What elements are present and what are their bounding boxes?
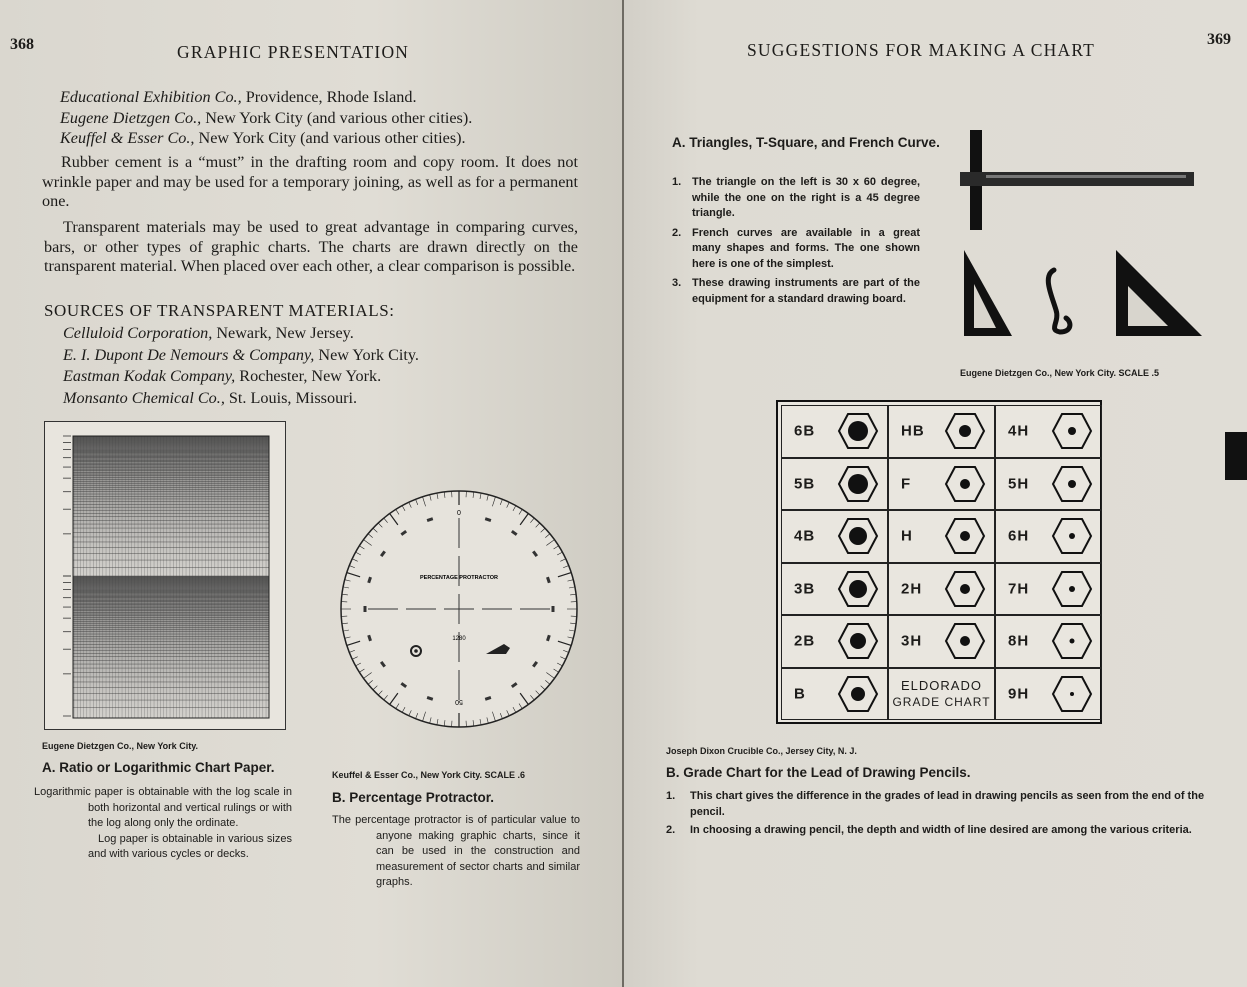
section-a-title: A. Triangles, T-Square, and French Curve. [672, 135, 940, 150]
source-line: Monsanto Chemical Co., St. Louis, Missouri. [63, 388, 358, 407]
figure-a-text: Logarithmic paper is obtainable with the log scale in both horizontal and vertical rulings or with the log along only the ordinate. Log paper is obtainable in various sizes and with various cycles or decks. [34, 786, 292, 860]
grade-label: 2B [794, 632, 816, 650]
grade-chart-grid [781, 405, 1097, 720]
sources-list [63, 323, 583, 409]
pencil-lead-hexagon-icon [944, 464, 986, 504]
right-page [624, 0, 1247, 987]
left-page [0, 0, 622, 987]
grade-chart-label-line: GRADE CHART [892, 694, 991, 709]
grade-chart-label [889, 677, 994, 711]
triangle-45-icon [1116, 250, 1202, 336]
figure-a-credit: Eugene Dietzgen Co., New York City. [42, 741, 199, 751]
section-a-credit: Eugene Dietzgen Co., New York City. SCALE .5 [960, 368, 1160, 378]
section-b-item: 1. This chart gives the difference in the grades of lead in drawing pencils as seen from the end of the pencil. [666, 790, 1205, 818]
grade-cell [888, 458, 995, 511]
grade-label: 6H [1008, 527, 1030, 545]
source-line: Celluloid Corporation, Newark, New Jersey. [63, 324, 354, 342]
grade-cell [995, 615, 1102, 668]
grade-cell [781, 405, 888, 458]
paragraph-transparent: Transparent materials may be used to great advantage in comparing curves, bars, or other types of graphic charts. The charts are drawn directly on the transparent material. When placed over each other, a clear comparison is possible. [44, 218, 578, 275]
grade-label: 8H [1008, 632, 1030, 650]
source-line: Eastman Kodak Company, Rochester, New York. [63, 367, 382, 385]
pencil-lead-hexagon-icon [837, 569, 879, 609]
supplier-line: Educational Exhibition Co., Providence, Rhode Island. [60, 88, 417, 106]
pencil-lead-hexagon-icon [944, 411, 986, 451]
section-b-title: B. Grade Chart for the Lead of Drawing Pencils. [666, 765, 971, 780]
protractor-number: 1280 [452, 636, 466, 642]
section-b-item: 2. In choosing a drawing pencil, the depth and width of line desired are among the various criteria. [666, 824, 1192, 836]
pencil-lead-hexagon-icon [944, 569, 986, 609]
lead-dot [1070, 692, 1074, 696]
page-number-right: 369 [1207, 31, 1231, 48]
grade-cell [995, 668, 1102, 721]
pencil-lead-hexagon-icon [837, 621, 879, 661]
pencil-lead-hexagon-icon [1051, 464, 1093, 504]
grade-label: 7H [1008, 580, 1030, 598]
grade-label: 4H [1008, 422, 1030, 440]
lead-dot [1069, 586, 1075, 592]
pencil-lead-hexagon-icon [1051, 674, 1093, 714]
supplier-line: Keuffel & Esser Co., New York City (and various other cities). [60, 129, 466, 147]
percentage-protractor [338, 488, 580, 730]
log-paper-figure [44, 421, 286, 730]
french-curve-icon [1048, 270, 1070, 332]
lead-dot [960, 531, 970, 541]
grade-cell [781, 563, 888, 616]
grade-chart-label-line: ELDORADO [901, 677, 982, 693]
grade-cell [888, 405, 995, 458]
grade-cell [888, 615, 995, 668]
pencil-lead-hexagon-icon [837, 411, 879, 451]
section-b-list [666, 789, 1210, 839]
section-a-list [672, 175, 920, 307]
running-head-left: GRAPHIC PRESENTATION [177, 42, 410, 62]
grade-cell [888, 668, 995, 721]
figure-b-text: The percentage protractor is of particular value to anyone making graphic charts, since it can be used in the construction and measurement of sector charts and similar graphs. [332, 814, 580, 888]
grade-cell [781, 668, 888, 721]
lead-dot [851, 687, 865, 701]
lead-dot [848, 421, 868, 441]
grade-label: HB [901, 422, 925, 440]
lead-dot [959, 425, 971, 437]
grade-cell [995, 563, 1102, 616]
pencil-lead-hexagon-icon [1051, 569, 1093, 609]
grade-chart [776, 400, 1102, 724]
grade-label: 5H [1008, 475, 1030, 493]
grade-label: F [901, 475, 912, 493]
lead-dot [850, 633, 866, 649]
grade-cell [781, 510, 888, 563]
lead-dot [1068, 480, 1076, 488]
grade-label: 6B [794, 422, 816, 440]
grade-cell [995, 510, 1102, 563]
pencil-lead-hexagon-icon [944, 621, 986, 661]
grade-cell [995, 405, 1102, 458]
paragraph-rubber-cement: Rubber cement is a “must” in the drafting room and copy room. It does not wrinkle paper and may be used for a temporary joining, as well as for a permanent one. [42, 153, 578, 210]
supplier-line: Eugene Dietzgen Co., New York City (and various other cities). [60, 108, 473, 127]
pencil-lead-hexagon-icon [1051, 516, 1093, 556]
pencil-lead-hexagon-icon [1051, 621, 1093, 661]
source-line: E. I. Dupont De Nemours & Company, New York City. [63, 345, 419, 364]
drawing-instruments-figure [956, 126, 1206, 346]
pencil-lead-hexagon-icon [1051, 411, 1093, 451]
log-paper-grid [45, 422, 285, 729]
figure-b-credit: Keuffel & Esser Co., New York City. SCALE .6 [332, 770, 526, 780]
grade-label: B [794, 685, 806, 703]
t-square-icon [960, 130, 1194, 230]
triangle-30-60-icon [964, 250, 1012, 336]
page-tab-marker [1225, 432, 1247, 480]
section-a-item: 2. French curves are available in a great many shapes and forms. The one shown here is one of the simplest. [672, 226, 920, 270]
protractor-label: PERCENTAGE PROTRACTOR [419, 575, 499, 581]
grade-cell [781, 615, 888, 668]
section-a-item: 3. These drawing instruments are part of the equipment for a standard drawing board. [672, 277, 920, 305]
lead-dot [849, 580, 867, 598]
grade-label: 2H [901, 580, 923, 598]
figure-a-title: A. Ratio or Logarithmic Chart Paper. [42, 760, 275, 775]
lead-dot [849, 527, 867, 545]
sources-heading: SOURCES OF TRANSPARENT MATERIALS: [44, 301, 395, 320]
pencil-lead-hexagon-icon [837, 516, 879, 556]
grade-cell [995, 458, 1102, 511]
grade-label: 3B [794, 580, 816, 598]
pencil-lead-hexagon-icon [837, 674, 879, 714]
grade-label: 9H [1008, 685, 1030, 703]
protractor-figure [338, 488, 580, 730]
grade-label: H [901, 527, 913, 545]
running-head-right: SUGGESTIONS FOR MAKING A CHART [747, 40, 1096, 60]
pencil-lead-hexagon-icon [837, 464, 879, 504]
section-b-credit: Joseph Dixon Crucible Co., Jersey City, N. J. [666, 746, 857, 756]
grade-cell [781, 458, 888, 511]
protractor-fifty: 50 [455, 698, 463, 705]
grade-cell [888, 563, 995, 616]
page-number-left: 368 [10, 36, 34, 53]
lead-dot [848, 474, 868, 494]
lead-dot [1069, 533, 1075, 539]
section-a-item: 1. The triangle on the left is 30 x 60 degree, while the one on the right is a 45 degree triangle. [672, 176, 920, 219]
lead-dot [960, 636, 970, 646]
grade-label: 3H [901, 632, 923, 650]
lead-dot [960, 584, 970, 594]
protractor-zero: 0 [457, 510, 461, 517]
lead-dot [1068, 427, 1076, 435]
lead-dot [960, 479, 970, 489]
pencil-lead-hexagon-icon [944, 516, 986, 556]
grade-cell [888, 510, 995, 563]
figure-b-title: B. Percentage Protractor. [332, 790, 495, 805]
grade-label: 5B [794, 475, 816, 493]
suppliers-list [60, 88, 600, 149]
grade-label: 4B [794, 527, 816, 545]
lead-dot [1070, 639, 1075, 644]
